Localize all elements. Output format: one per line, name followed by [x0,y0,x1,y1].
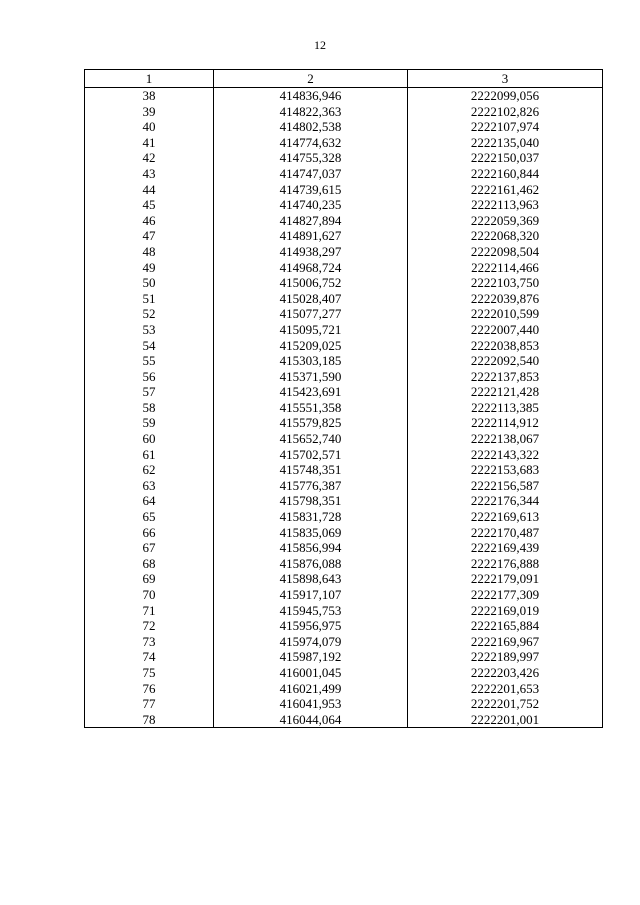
y-coordinate-cell: 2222103,750 [408,275,603,291]
table-row [85,369,603,385]
x-coordinate-cell: 416041,953 [214,696,408,712]
x-coordinate-cell: 414891,627 [214,228,408,244]
table-row [85,603,603,619]
y-coordinate-cell: 2222176,344 [408,493,603,509]
table-row [85,150,603,166]
table-row [85,525,603,541]
y-coordinate-cell: 2222098,504 [408,244,603,260]
y-coordinate-cell: 2222170,487 [408,525,603,541]
x-coordinate-cell: 415702,571 [214,447,408,463]
x-coordinate-cell: 415095,721 [214,322,408,338]
y-coordinate-cell: 2222099,056 [408,88,603,104]
table-row [85,509,603,525]
table-row [85,197,603,213]
y-coordinate-cell: 2222010,599 [408,306,603,322]
x-coordinate-cell: 415917,107 [214,587,408,603]
point-number-cell: 50 [85,275,214,291]
x-coordinate-cell: 415652,740 [214,431,408,447]
y-coordinate-cell: 2222114,466 [408,260,603,276]
x-coordinate-cell: 416001,045 [214,665,408,681]
y-coordinate-cell: 2222156,587 [408,478,603,494]
x-coordinate-cell: 414836,946 [214,88,408,104]
point-number-cell: 42 [85,150,214,166]
x-coordinate-cell: 414740,235 [214,197,408,213]
x-coordinate-cell: 415077,277 [214,306,408,322]
table-row [85,634,603,650]
x-coordinate-cell: 414968,724 [214,260,408,276]
point-number-cell: 77 [85,696,214,712]
table-row [85,88,603,104]
point-number-cell: 66 [85,525,214,541]
table-row [85,447,603,463]
x-coordinate-cell: 415028,407 [214,291,408,307]
x-coordinate-cell: 414747,037 [214,166,408,182]
y-coordinate-cell: 2222161,462 [408,182,603,198]
y-coordinate-cell: 2222201,653 [408,681,603,697]
point-number-cell: 54 [85,338,214,354]
page-number: 12 [314,38,326,52]
x-coordinate-cell: 414755,328 [214,150,408,166]
table-row [85,618,603,634]
x-coordinate-cell: 415551,358 [214,400,408,416]
table-row [85,681,603,697]
x-coordinate-cell: 414938,297 [214,244,408,260]
y-coordinate-cell: 2222113,963 [408,197,603,213]
table-row [85,540,603,556]
table-row [85,338,603,354]
y-coordinate-cell: 2222176,888 [408,556,603,572]
y-coordinate-cell: 2222153,683 [408,462,603,478]
point-number-cell: 58 [85,400,214,416]
y-coordinate-cell: 2222150,037 [408,150,603,166]
y-coordinate-cell: 2222092,540 [408,353,603,369]
table-row [85,571,603,587]
point-number-cell: 65 [85,509,214,525]
x-coordinate-cell: 415945,753 [214,603,408,619]
table-row [85,182,603,198]
point-number-cell: 46 [85,213,214,229]
point-number-cell: 41 [85,135,214,151]
point-number-cell: 60 [85,431,214,447]
x-coordinate-cell: 415423,691 [214,384,408,400]
table-row [85,556,603,572]
y-coordinate-cell: 2222189,997 [408,649,603,665]
table-row [85,119,603,135]
x-coordinate-cell: 415835,069 [214,525,408,541]
point-number-cell: 67 [85,540,214,556]
table-row [85,322,603,338]
y-coordinate-cell: 2222138,067 [408,431,603,447]
point-number-cell: 40 [85,119,214,135]
y-coordinate-cell: 2222165,884 [408,618,603,634]
point-number-cell: 71 [85,603,214,619]
table-row [85,166,603,182]
point-number-cell: 61 [85,447,214,463]
point-number-cell: 45 [85,197,214,213]
y-coordinate-cell: 2222039,876 [408,291,603,307]
table-row [85,478,603,494]
y-coordinate-cell: 2222137,853 [408,369,603,385]
x-coordinate-cell: 415898,643 [214,571,408,587]
y-coordinate-cell: 2222169,019 [408,603,603,619]
point-number-cell: 55 [85,353,214,369]
x-coordinate-cell: 414827,894 [214,213,408,229]
y-coordinate-cell: 2222177,309 [408,587,603,603]
x-coordinate-cell: 414822,363 [214,104,408,120]
y-coordinate-cell: 2222179,091 [408,571,603,587]
x-coordinate-cell: 415856,994 [214,540,408,556]
table-row [85,275,603,291]
point-number-cell: 70 [85,587,214,603]
table-row [85,104,603,120]
point-number-cell: 49 [85,260,214,276]
point-number-cell: 64 [85,493,214,509]
table-row [85,712,603,728]
x-coordinate-cell: 414739,615 [214,182,408,198]
x-coordinate-cell: 416044,064 [214,712,408,728]
y-coordinate-cell: 2222135,040 [408,135,603,151]
point-number-cell: 52 [85,306,214,322]
column-header-1: 1 [85,70,214,88]
table-row [85,260,603,276]
y-coordinate-cell: 2222114,912 [408,415,603,431]
x-coordinate-cell: 415987,192 [214,649,408,665]
x-coordinate-cell: 415748,351 [214,462,408,478]
x-coordinate-cell: 415831,728 [214,509,408,525]
table-row [85,384,603,400]
point-number-cell: 48 [85,244,214,260]
y-coordinate-cell: 2222059,369 [408,213,603,229]
table-row [85,587,603,603]
y-coordinate-cell: 2222068,320 [408,228,603,244]
y-coordinate-cell: 2222169,613 [408,509,603,525]
x-coordinate-cell: 415798,351 [214,493,408,509]
x-coordinate-cell: 415876,088 [214,556,408,572]
point-number-cell: 75 [85,665,214,681]
table-row [85,696,603,712]
header-row [85,70,603,88]
point-number-cell: 74 [85,649,214,665]
table-row [85,213,603,229]
point-number-cell: 76 [85,681,214,697]
point-number-cell: 69 [85,571,214,587]
table-row [85,228,603,244]
y-coordinate-cell: 2222160,844 [408,166,603,182]
table-row [85,462,603,478]
table-row [85,649,603,665]
y-coordinate-cell: 2222203,426 [408,665,603,681]
y-coordinate-cell: 2222121,428 [408,384,603,400]
y-coordinate-cell: 2222169,967 [408,634,603,650]
y-coordinate-cell: 2222038,853 [408,338,603,354]
table-row [85,400,603,416]
point-number-cell: 43 [85,166,214,182]
table-body [85,88,603,728]
x-coordinate-cell: 416021,499 [214,681,408,697]
table-row [85,291,603,307]
y-coordinate-cell: 2222107,974 [408,119,603,135]
point-number-cell: 63 [85,478,214,494]
x-coordinate-cell: 414802,538 [214,119,408,135]
point-number-cell: 57 [85,384,214,400]
table-row [85,244,603,260]
table-row [85,415,603,431]
y-coordinate-cell: 2222169,439 [408,540,603,556]
y-coordinate-cell: 2222113,385 [408,400,603,416]
table-row [85,665,603,681]
column-header-3: 3 [408,70,603,88]
x-coordinate-cell: 415209,025 [214,338,408,354]
x-coordinate-cell: 415974,079 [214,634,408,650]
point-number-cell: 47 [85,228,214,244]
point-number-cell: 68 [85,556,214,572]
y-coordinate-cell: 2222201,001 [408,712,603,728]
y-coordinate-cell: 2222007,440 [408,322,603,338]
x-coordinate-cell: 415006,752 [214,275,408,291]
y-coordinate-cell: 2222102,826 [408,104,603,120]
table-row [85,135,603,151]
column-header-2: 2 [214,70,408,88]
table-row [85,431,603,447]
point-number-cell: 59 [85,415,214,431]
table-row [85,493,603,509]
point-number-cell: 38 [85,88,214,104]
point-number-cell: 39 [85,104,214,120]
point-number-cell: 56 [85,369,214,385]
table-row [85,306,603,322]
x-coordinate-cell: 415371,590 [214,369,408,385]
x-coordinate-cell: 415956,975 [214,618,408,634]
x-coordinate-cell: 415776,387 [214,478,408,494]
x-coordinate-cell: 415579,825 [214,415,408,431]
point-number-cell: 44 [85,182,214,198]
point-number-cell: 72 [85,618,214,634]
point-number-cell: 62 [85,462,214,478]
y-coordinate-cell: 2222201,752 [408,696,603,712]
table-header [85,70,603,88]
x-coordinate-cell: 414774,632 [214,135,408,151]
point-number-cell: 78 [85,712,214,728]
coordinates-table [84,69,603,728]
y-coordinate-cell: 2222143,322 [408,447,603,463]
x-coordinate-cell: 415303,185 [214,353,408,369]
table-row [85,353,603,369]
point-number-cell: 51 [85,291,214,307]
point-number-cell: 73 [85,634,214,650]
point-number-cell: 53 [85,322,214,338]
